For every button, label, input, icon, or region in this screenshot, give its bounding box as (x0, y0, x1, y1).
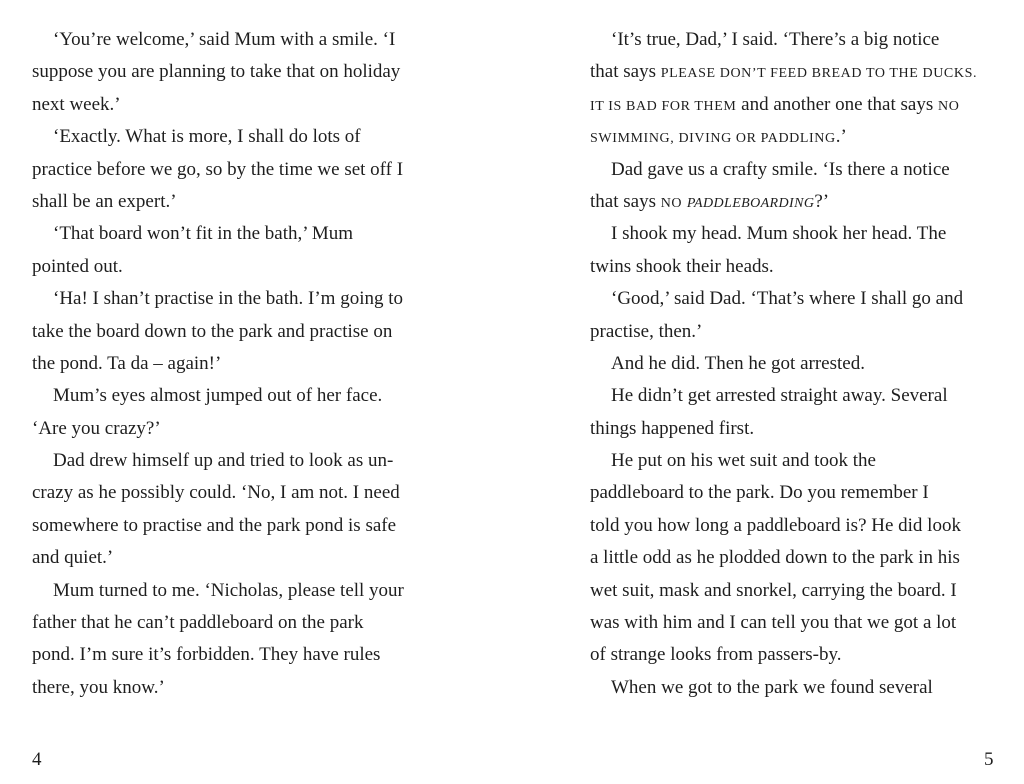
text-line: there, you know.’ (32, 676, 165, 698)
notice-text: PLEASE DON’T FEED BREAD TO THE DUCKS. (660, 66, 978, 82)
text-run: .’ (835, 126, 847, 148)
text-line: told you how long a paddleboard is? He did look (590, 514, 961, 536)
notice-text: SWIMMING, DIVING OR PADDLING (590, 131, 836, 147)
text-line: pond. I’m sure it’s forbidden. They have rules (32, 644, 381, 666)
text-line: ‘Ha! I shan’t practise in the bath. I’m going to (53, 288, 403, 310)
text-line: ‘Exactly. What is more, I shall do lots of (53, 126, 361, 148)
text-line: shall be an expert.’ (32, 190, 177, 212)
text-line: and quiet.’ (32, 547, 114, 569)
text-run: that says (590, 190, 661, 212)
text-line: of strange looks from passers-by. (590, 644, 842, 666)
text-line (590, 186, 1005, 218)
text-line (590, 56, 1005, 88)
text-line: practise, then.’ (590, 320, 703, 342)
text-line: Dad drew himself up and tried to look as un- (53, 450, 394, 472)
text-line: paddleboard to the park. Do you remember I (590, 482, 929, 504)
text-line (590, 89, 1005, 121)
text-line: ‘Are you crazy?’ (32, 417, 161, 439)
notice-text-italic: PADDLEBOARDING (686, 195, 815, 211)
text-line: suppose you are planning to take that on holiday (32, 61, 401, 83)
text-line (590, 121, 1005, 153)
text-line: He put on his wet suit and took the (611, 450, 876, 472)
notice-text: NO (937, 98, 960, 114)
text-line: ‘You’re welcome,’ said Mum with a smile. ‘I (53, 29, 396, 50)
notice-text: NO (660, 195, 683, 211)
notice-text: IT IS BAD FOR THEM (590, 98, 737, 114)
text-line: I shook my head. Mum shook her head. The (611, 223, 947, 245)
text-line: practice before we go, so by the time we set off I (32, 158, 404, 180)
text-line: twins shook their heads. (590, 255, 774, 277)
page-number-right: 5 (984, 749, 994, 770)
text-line: somewhere to practise and the park pond is safe (32, 514, 397, 536)
text-line: was with him and I can tell you that we got a lot (590, 612, 957, 634)
right-page-text (590, 24, 1005, 704)
text-line: wet suit, mask and snorkel, carrying the board. I (590, 579, 957, 601)
text-line: Mum turned to me. ‘Nicholas, please tell your (53, 579, 404, 601)
page-number-left: 4 (32, 749, 42, 770)
text-line: ‘Good,’ said Dad. ‘That’s where I shall go and (611, 288, 964, 310)
text-line: Mum’s eyes almost jumped out of her face. (53, 385, 383, 407)
text-line: Dad gave us a crafty smile. ‘Is there a notice (611, 158, 950, 180)
left-page-text (32, 24, 452, 704)
text-line: When we got to the park we found several (611, 676, 933, 698)
text-line: pointed out. (32, 255, 123, 277)
text-line: next week.’ (32, 93, 121, 115)
text-run: and another one that says (736, 93, 938, 115)
text-run: that says (590, 61, 661, 83)
text-line: a little odd as he plodded down to the park in his (590, 547, 960, 569)
text-line: things happened first. (590, 417, 755, 439)
text-line: He didn’t get arrested straight away. Several (611, 385, 948, 407)
text-line: take the board down to the park and practise on (32, 320, 393, 342)
text-line: ‘It’s true, Dad,’ I said. ‘There’s a big notice (611, 29, 940, 50)
text-line: the pond. Ta da – again!’ (32, 352, 222, 374)
text-line: father that he can’t paddleboard on the park (32, 612, 364, 634)
text-run: ?’ (814, 190, 830, 212)
text-line: And he did. Then he got arrested. (611, 352, 865, 374)
text-line: crazy as he possibly could. ‘No, I am not. I need (32, 482, 400, 504)
text-line: ‘That board won’t fit in the bath,’ Mum (53, 223, 354, 245)
